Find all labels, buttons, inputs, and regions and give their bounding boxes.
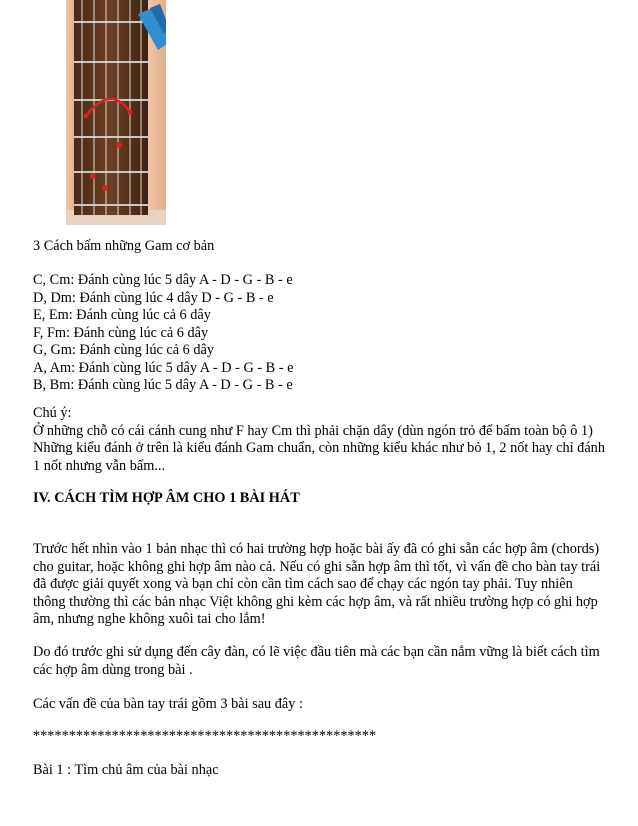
chords-title: 3 Cách bấm những Gam cơ bản (33, 238, 215, 254)
chord-line: A, Am: Đánh cùng lúc 5 dây A - D - G - B - e (33, 359, 294, 376)
paragraph-1 (33, 541, 623, 629)
paragraph-line: âm, nhưng nghe không xuôi tai cho lắm! (33, 611, 266, 627)
paragraph-line: Trước hết nhìn vào 1 bản nhạc thì có hai trường hợp hoặc bài ấy đã có ghi sẵn các hợp âm (chords) (33, 541, 600, 557)
paragraph-line: Do đó trước ghi sử dụng đến cây đàn, có lẽ việc đầu tiên mà các bạn cần nắm vững là biết cách tìm (33, 644, 600, 660)
chord-list (33, 272, 623, 395)
paragraph-line: thông thường thì các bản nhạc Việt không ghi kèm các hợp âm, và rất nhiều trường hợp có ghi hợp (33, 593, 598, 610)
chord-line: C, Cm: Đánh cùng lúc 5 dây A - D - G - B - e (33, 272, 293, 288)
paragraph-line: các hợp âm dùng trong bài . (33, 661, 193, 678)
note-line: Ở những chỗ có cái cánh cung như F hay Cm thì phải chặn dây (dùn ngón trỏ để bấm toàn bộ ô 1) (33, 422, 593, 439)
note-line: Những kiểu đánh ở trên là kiểu đánh Gam chuẩn, còn những kiểu khác như bỏ 1, 2 nốt hay chỉ đánh (33, 440, 605, 456)
paragraph-line: đã được giải quyết xong và bạn chỉ còn cần tìm cách sao để chạy các ngón tay phải. Tuy nhiên (33, 576, 573, 592)
fretboard (74, 0, 148, 215)
chord-line: E, Em: Đánh cùng lúc cả 6 dây (33, 307, 211, 323)
chord-line: F, Fm: Đánh cùng lúc cả 6 dây (33, 324, 209, 341)
chord-line: G, Gm: Đánh cùng lúc cả 6 dây (33, 342, 215, 358)
lesson-1-title: Bài 1 : Tìm chủ âm của bài nhạc (33, 762, 219, 778)
note-title: Chú ý: (33, 405, 72, 421)
paragraph-line: cho guitar, hoặc không ghi hợp âm nào cả. Nếu có ghi sẵn hợp âm thì tốt, vì vấn đề cho bàn tay trái (33, 558, 601, 575)
paragraph-3: Các vấn đề của bàn tay trái gồm 3 bài sau đây : (33, 696, 303, 712)
note-line: 1 nốt nhưng vẫn bấm... (33, 457, 166, 474)
chord-line: D, Dm: Đánh cùng lúc 4 dây D - G - B - e (33, 289, 274, 306)
chord-line: B, Bm: Đánh cùng lúc 5 dây A - D - G - B - e (33, 377, 293, 393)
guitar-chord-diagram (66, 0, 166, 225)
paragraph-2 (33, 644, 623, 679)
section-heading: IV. CÁCH TÌM HỢP ÂM CHO 1 BÀI HÁT (33, 490, 300, 506)
separator-line: ************************************************ (33, 728, 377, 744)
note-block (33, 405, 623, 475)
